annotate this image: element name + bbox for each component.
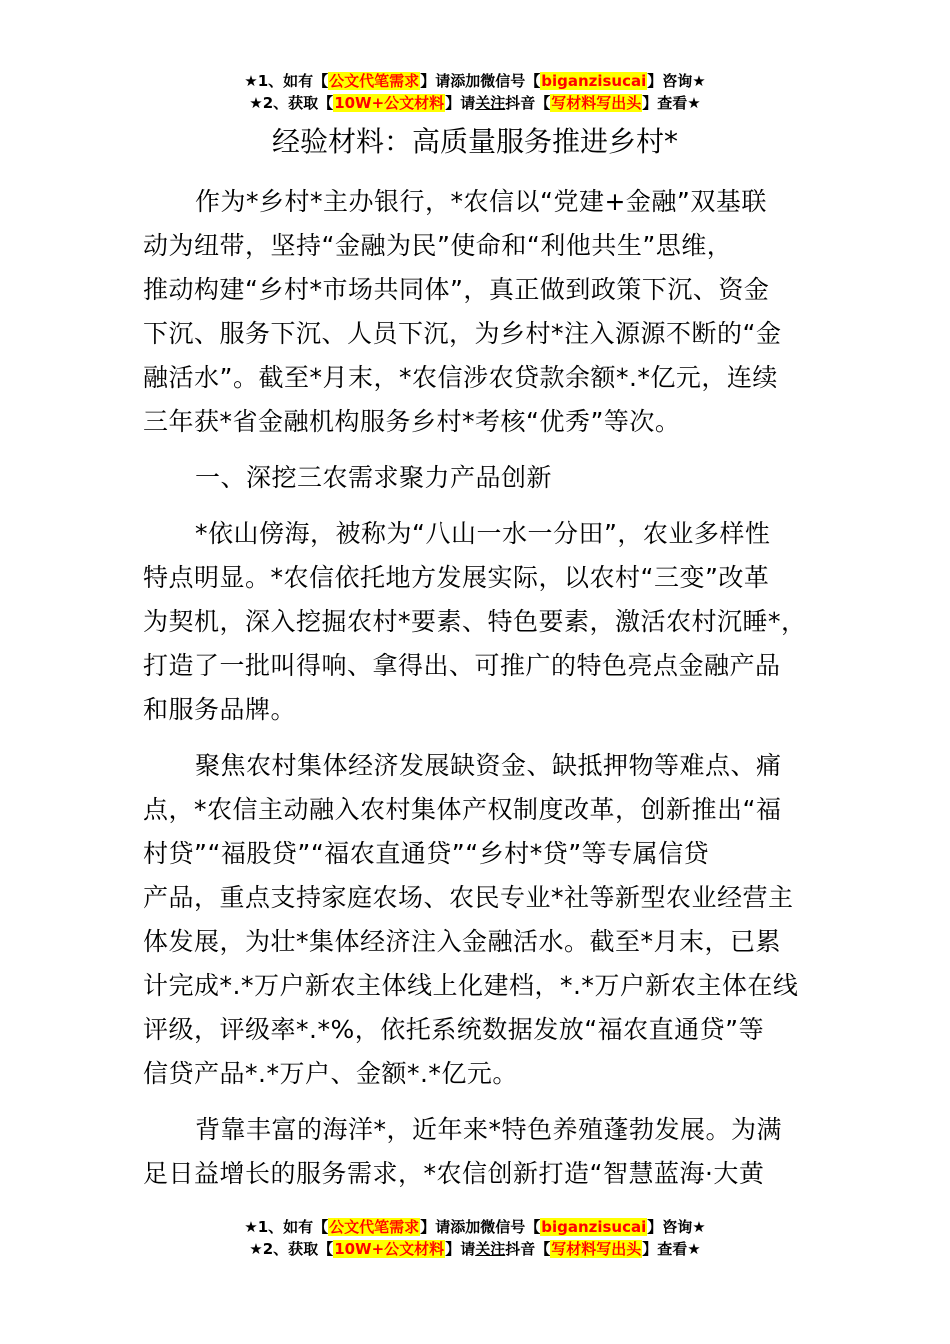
banner-text: 】请添加微信号【 xyxy=(420,72,541,90)
banner-line-2 xyxy=(0,92,950,114)
banner-underline: 关注 xyxy=(475,1240,506,1258)
paragraph-intro xyxy=(143,180,811,444)
banner-text: 】请 xyxy=(445,94,476,112)
text-line: 打造了一批叫得响、拿得出、可推广的特色亮点金融产品 xyxy=(143,651,781,680)
text-line: 动为纽带，坚持“金融为民”使命和“利他共生”思维， xyxy=(143,231,733,260)
text-line: 聚焦农村集体经济发展缺资金、缺抵押物等难点、痛 xyxy=(195,751,782,780)
banner-text: ★1、如有【 xyxy=(244,1218,329,1236)
text-line: 特点明显。*农信依托地方发展实际，以农村“三变”改革 xyxy=(143,563,770,592)
banner-text: 抖音【 xyxy=(505,94,551,112)
text-line: 和服务品牌。 xyxy=(143,695,297,724)
banner-text: 】查看★ xyxy=(642,1240,701,1258)
banner-highlight: 10W+公文材料 xyxy=(334,94,445,112)
banner-highlight-douyin: 写材料写出头 xyxy=(551,1240,642,1258)
section-heading: 一、深挖三农需求聚力产品创新 xyxy=(195,463,553,492)
banner-text: 】咨询★ xyxy=(647,1218,706,1236)
top-banner xyxy=(0,70,950,114)
text-line: 作为*乡村*主办银行，*农信以“党建+金融”双基联 xyxy=(195,187,767,216)
text-line: 为契机，深入挖掘农村*要素、特色要素，激活农村沉睡*， xyxy=(143,607,807,636)
text-line: 背靠丰富的海洋*，近年来*特色养殖蓬勃发展。为满 xyxy=(195,1115,783,1144)
text-line: 三年获*省金融机构服务乡村*考核“优秀”等次。 xyxy=(143,407,681,436)
paragraph-4 xyxy=(143,1108,811,1196)
document-title: 经验材料：高质量服务推进乡村* xyxy=(271,125,678,158)
banner-highlight: 公文代笔需求 xyxy=(329,72,420,90)
text-line: 足日益增长的服务需求，*农信创新打造“智慧蓝海·大黄 xyxy=(143,1159,765,1188)
banner-highlight-wechat: biganzisucai xyxy=(541,72,647,90)
text-line: 体发展，为壮*集体经济注入金融活水。截至*月末，已累 xyxy=(143,927,782,956)
section-heading-1 xyxy=(143,456,811,500)
text-line: 融活水”。截至*月末，*农信涉农贷款余额*.*亿元，连续 xyxy=(143,363,778,392)
banner-text: 】查看★ xyxy=(642,94,701,112)
banner-text: 】请添加微信号【 xyxy=(420,1218,541,1236)
paragraph-2 xyxy=(143,512,811,732)
banner-text: 】咨询★ xyxy=(647,72,706,90)
banner-highlight-wechat: biganzisucai xyxy=(541,1218,647,1236)
document-body xyxy=(143,180,811,1200)
text-line: 下沉、服务下沉、人员下沉，为乡村*注入源源不断的“金 xyxy=(143,319,782,348)
banner-line-1 xyxy=(0,70,950,92)
banner-line-2 xyxy=(0,1238,950,1260)
text-line: 信贷产品*.*万户、金额*.*亿元。 xyxy=(143,1059,518,1088)
text-line: 计完成*.*万户新农主体线上化建档，*.*万户新农主体在线 xyxy=(143,971,799,1000)
banner-text: 抖音【 xyxy=(505,1240,551,1258)
text-line: *依山傍海，被称为“八山一水一分田”，农业多样性 xyxy=(195,519,771,548)
bottom-banner xyxy=(0,1216,950,1260)
banner-text: ★2、获取【 xyxy=(249,94,334,112)
banner-text: ★2、获取【 xyxy=(249,1240,334,1258)
text-line: 评级，评级率*.*%，依托系统数据发放“福农直通贷”等 xyxy=(143,1015,765,1044)
text-line: 推动构建“乡村*市场共同体”，真正做到政策下沉、资金 xyxy=(143,275,770,304)
banner-highlight: 公文代笔需求 xyxy=(329,1218,420,1236)
banner-text: ★1、如有【 xyxy=(244,72,329,90)
banner-highlight-douyin: 写材料写出头 xyxy=(551,94,642,112)
text-line: 产品，重点支持家庭农场、农民专业*社等新型农业经营主 xyxy=(143,883,794,912)
banner-highlight: 10W+公文材料 xyxy=(334,1240,445,1258)
text-line: 村贷”“福股贷”“福农直通贷”“乡村*贷”等专属信贷 xyxy=(143,839,710,868)
paragraph-3 xyxy=(143,744,811,1096)
banner-text: 】请 xyxy=(445,1240,476,1258)
banner-line-1 xyxy=(0,1216,950,1238)
banner-underline: 关注 xyxy=(475,94,506,112)
text-line: 点，*农信主动融入农村集体产权制度改革，创新推出“福 xyxy=(143,795,782,824)
